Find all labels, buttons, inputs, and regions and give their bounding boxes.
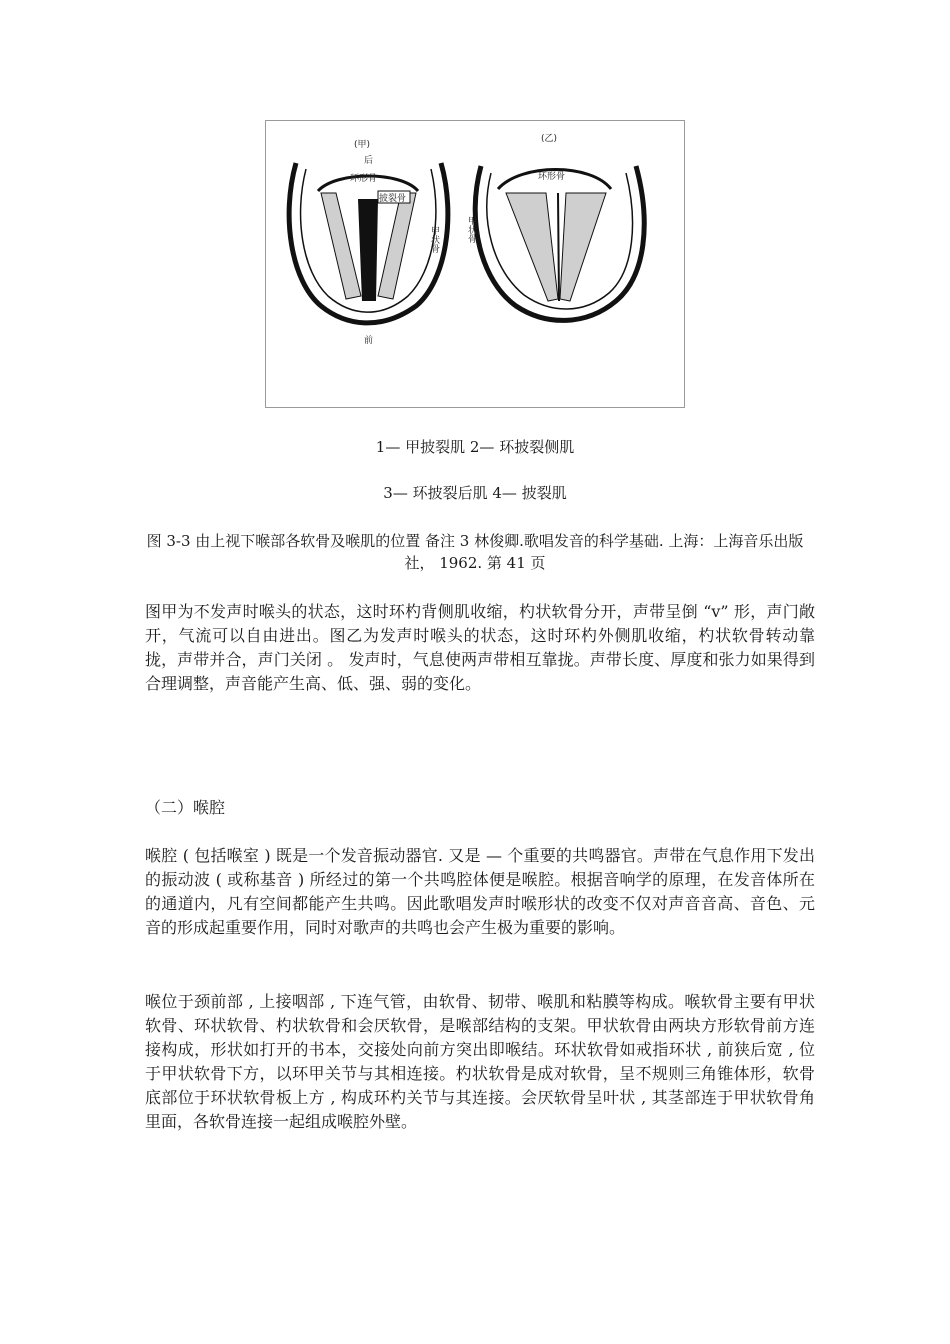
paragraph-2: 喉腔 ( 包括喉室 ) 既是一个发音振动器官. 又是 — 个重要的共鸣器官。声带在气息作用下发出的振动波 ( 或称基音 ) 所经过的第一个共鸣腔体便是喉腔。根据音响学的原理，在发音体所在的通道内，凡有空间都能产生共鸣。因此歌唱发声时喉形状的改变不仅对声音音高、音色、元音的形成起重要作用，同时对歌声的共鸣也会产生极为重要的影响。 [145, 846, 815, 937]
label-front: 前 [364, 336, 374, 346]
legend-line-1: 1— 甲披裂肌 2— 环披裂侧肌 [375, 438, 575, 456]
figure-caption: 图 3-3 由上视下喉部各软骨及喉肌的位置 备注 3 林俊卿.歌唱发音的科学基础. 上海：上海音乐出版社， 1962. 第 41 页 [146, 532, 804, 572]
legend-line-2: 3— 环披裂后肌 4— 披裂肌 [383, 484, 567, 502]
muscle-right-2 [560, 193, 606, 301]
section-heading: （二）喉腔 [145, 798, 226, 817]
larynx-illustration [266, 121, 684, 407]
paragraph-1: 图甲为不发声时喉头的状态，这时环杓背侧肌收缩，杓状软骨分开，声带呈倒 “v” 形，声门敞开，气流可以自由进出。图乙为发声时喉头的状态，这时环杓外侧肌收缩，杓状软骨转动靠拢，声带并合，声门关闭 。 发声时，气息使两声带相互靠拢。声带长度、厚度和张力如果得到合理调整，声音能产生高、低、强、弱的变化。 [145, 602, 815, 693]
glottis-open [358, 199, 378, 301]
label-thyroid-right: 甲状骨 [466, 216, 476, 243]
panel-left-label: (甲) [354, 140, 371, 150]
muscle-left-2 [378, 193, 416, 299]
larynx-figure [265, 120, 685, 408]
glottis-closed [558, 193, 559, 301]
panel-right-label: (乙) [541, 134, 558, 144]
label-cricoid-left: 环形骨 [350, 174, 378, 184]
paragraph-3: 喉位于颈前部 , 上接咽部 , 下连气管，由软骨、韧带、喉肌和粘膜等构成。喉软骨主要有甲状软骨、环状软骨、杓状软骨和会厌软骨，是喉部结构的支架。甲状软骨由两块方形软骨前方连接构成，形状如打开的书本，交接处向前方突出即喉结。环状软骨如戒指环状 , 前狭后宽 , 位于甲状软骨下方，以环甲关节与其相连接。杓状软骨是成对软骨，呈不规则三角锥体形，软骨底部位于环状软骨板上方 , 构成环杓关节与其连接。会厌软骨呈叶状 , 其茎部连于甲状软骨角里面，各软骨连接一起组成喉腔外壁。 [145, 992, 815, 1131]
label-back: 后 [364, 156, 374, 166]
panel-right [466, 133, 644, 320]
panel-left [289, 139, 448, 346]
label-thyroid-left: 甲状骨 [429, 226, 439, 253]
label-arytenoid: 披裂骨 [379, 194, 407, 204]
label-cricoid-right: 环形骨 [538, 172, 566, 182]
muscle-left-1 [321, 193, 361, 299]
